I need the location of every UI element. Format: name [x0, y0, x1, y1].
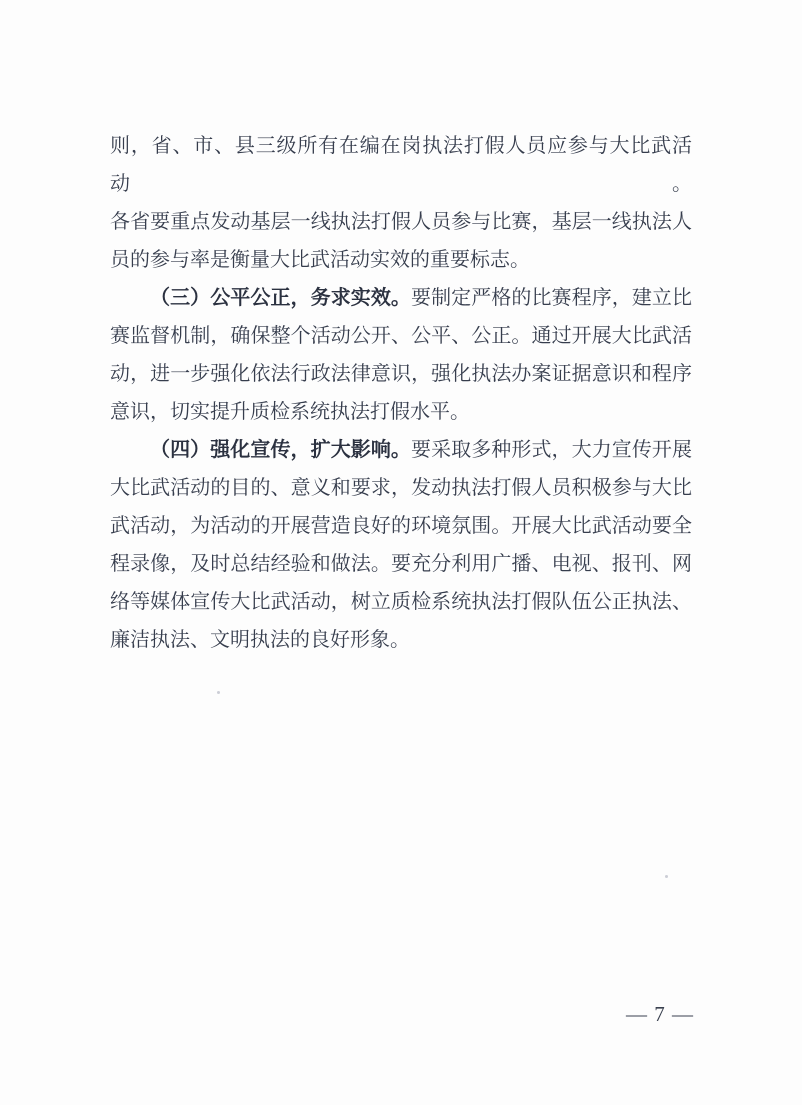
text-run: 武活动，为活动的开展营造良好的环境氛围。开展大比武活动要全 — [110, 515, 692, 537]
text-line — [110, 203, 692, 241]
text-run: 大比武活动的目的、意义和要求，发动执法打假人员积极参与大比 — [110, 477, 692, 499]
scan-speck — [217, 691, 220, 694]
text-run: 要采取多种形式，大力宣传开展 — [411, 439, 692, 461]
text-line — [110, 545, 692, 583]
text-run: 意识，切实提升质检系统执法打假水平。 — [110, 401, 470, 423]
text-run: 廉洁执法、文明执法的良好形象。 — [110, 629, 410, 651]
text-run: 员的参与率是衡量大比武活动实效的重要标志。 — [110, 249, 530, 271]
text-line — [110, 355, 692, 393]
text-line — [110, 279, 692, 317]
text-line — [110, 431, 692, 469]
text-run: 动，进一步强化依法行政法律意识，强化执法办案证据意识和程序 — [110, 363, 692, 385]
text-run: 各省要重点发动基层一线执法打假人员参与比赛，基层一线执法人 — [110, 211, 692, 233]
document-body — [110, 127, 692, 659]
text-line — [110, 583, 692, 621]
heading-run: （三）公平公正，务求实效。 — [150, 287, 411, 309]
text-line — [110, 393, 692, 431]
text-run: 则，省、市、县三级所有在编在岗执法打假人员应参与大比武活动。 — [110, 135, 692, 195]
text-run: 赛监督机制，确保整个活动公开、公平、公正。通过开展大比武活 — [110, 325, 692, 347]
text-line — [110, 241, 692, 279]
text-line — [110, 621, 692, 659]
heading-run: （四）强化宣传，扩大影响。 — [150, 439, 411, 461]
text-run: 络等媒体宣传大比武活动，树立质检系统执法打假队伍公正执法、 — [110, 591, 692, 613]
text-run: 要制定严格的比赛程序，建立比 — [411, 287, 692, 309]
scan-speck — [665, 875, 668, 878]
text-line — [110, 317, 692, 355]
text-line — [110, 507, 692, 545]
page-number: — 7 — — [626, 1002, 694, 1026]
text-line — [110, 469, 692, 507]
text-run: 程录像，及时总结经验和做法。要充分利用广播、电视、报刊、网 — [110, 553, 692, 575]
text-line — [110, 127, 692, 203]
